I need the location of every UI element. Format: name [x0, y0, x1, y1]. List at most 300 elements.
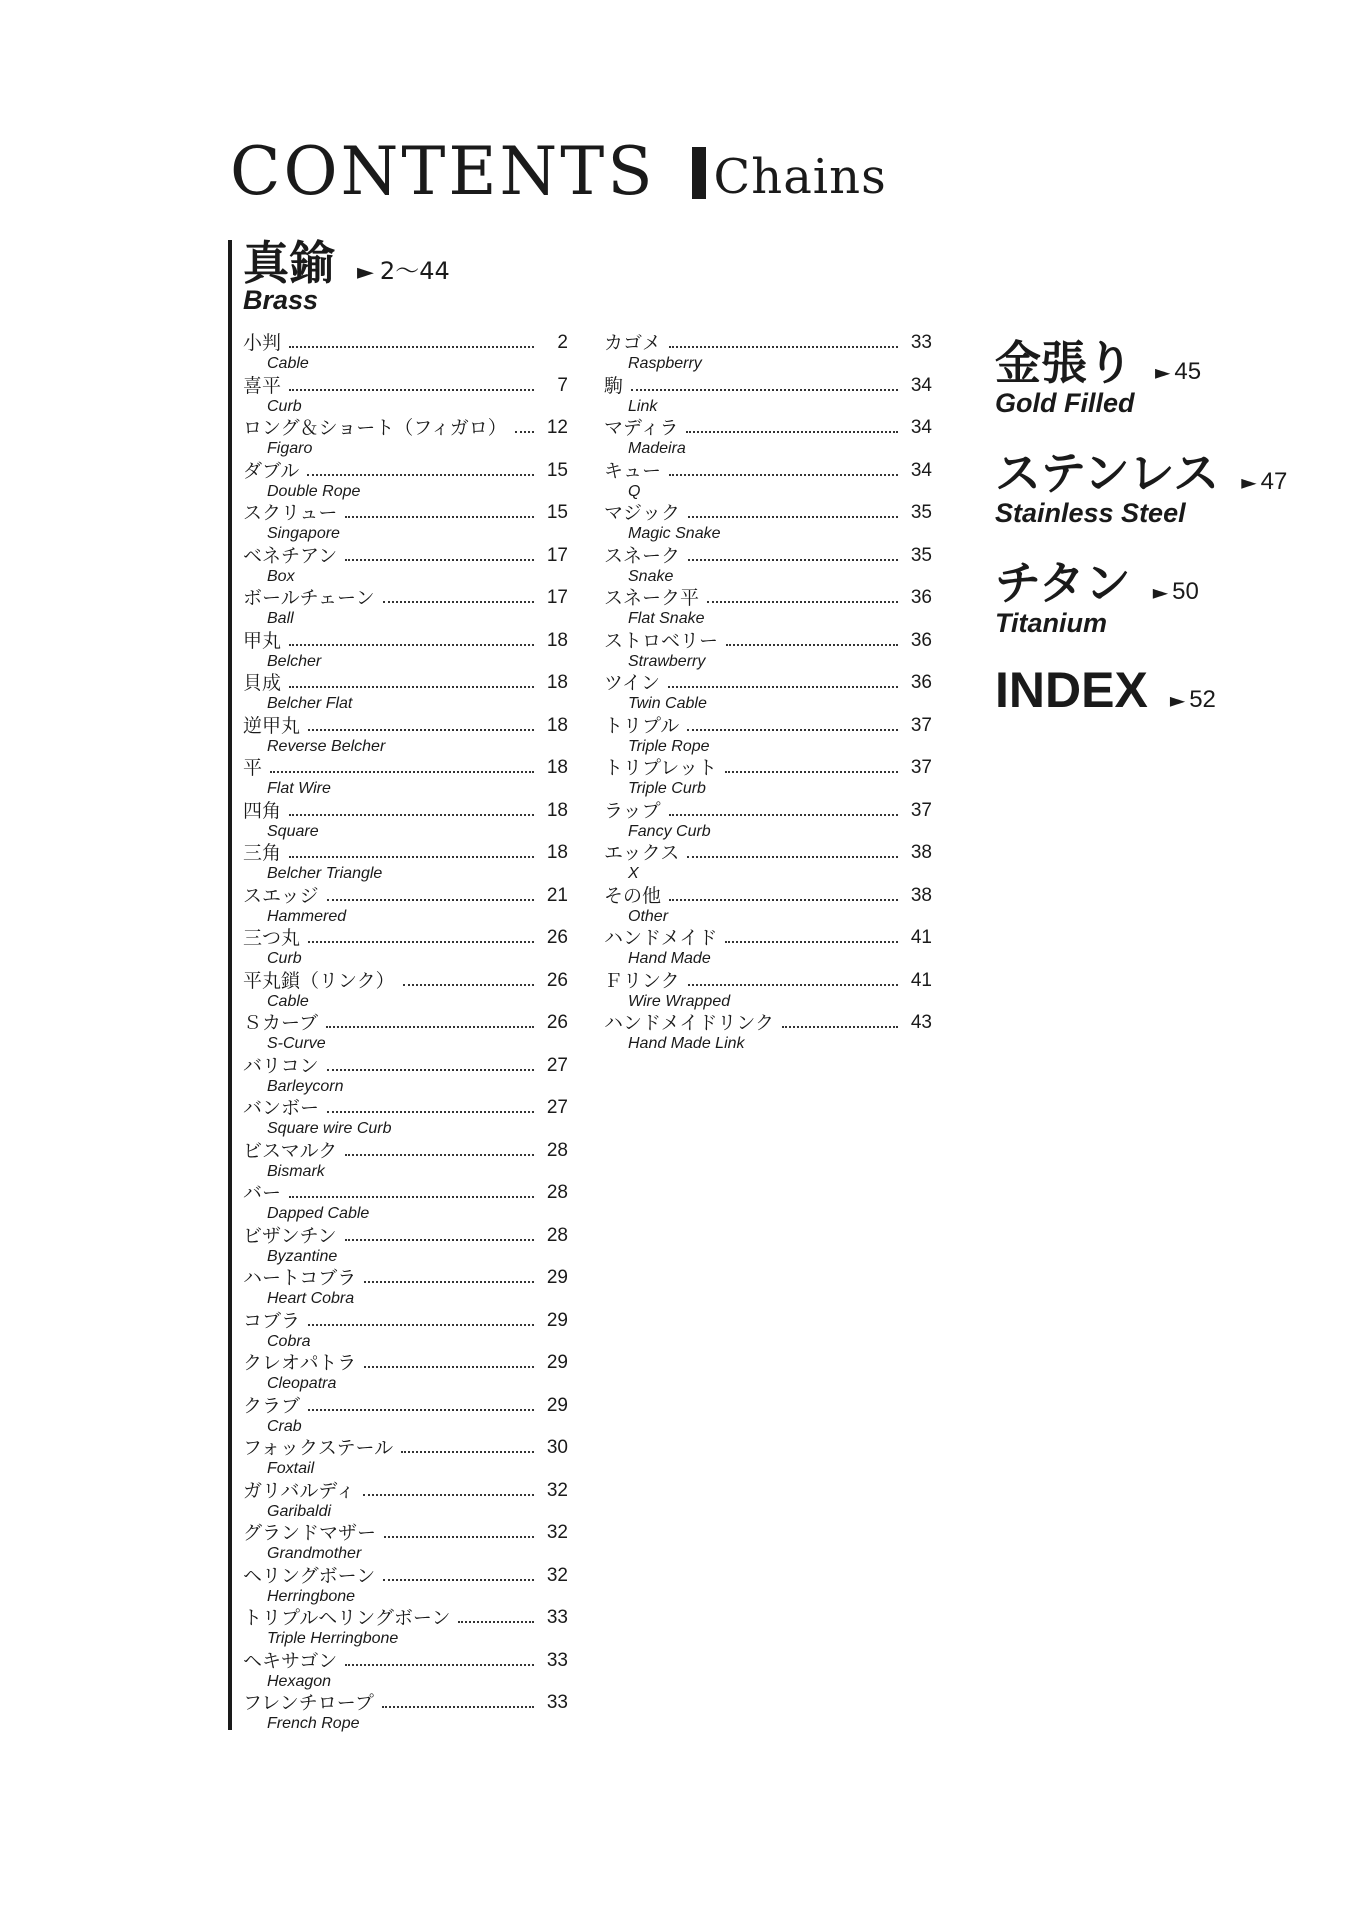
toc-entry-jp: スクリュー — [243, 502, 338, 524]
toc-entry-en: Strawberry — [628, 652, 706, 670]
toc-entry-line — [604, 799, 932, 823]
toc-entry-page: 38 — [910, 842, 932, 863]
arrow-icon: ► — [357, 260, 374, 285]
toc-entry-page: 28 — [546, 1182, 568, 1203]
dot-leader — [668, 686, 898, 688]
toc-entry-line — [243, 1011, 568, 1035]
toc-entry-en: Twin Cable — [628, 695, 707, 712]
page-title: CONTENTS — [230, 133, 656, 210]
toc-entry-jp: バー — [243, 1182, 282, 1204]
dot-leader — [688, 516, 898, 518]
toc-entry-jp: ラップ — [604, 799, 661, 822]
dot-leader — [382, 1706, 534, 1708]
toc-entry-en: Heart Cobra — [267, 1290, 355, 1307]
toc-entry[interactable] — [604, 586, 932, 629]
toc-entry-line — [243, 1436, 568, 1460]
toc-entry-page: 12 — [546, 417, 568, 438]
toc-entry[interactable] — [243, 1139, 568, 1182]
toc-entry[interactable] — [243, 1394, 568, 1437]
toc-entry-page: 18 — [546, 672, 568, 693]
toc-entry-en: Hexagon — [267, 1672, 332, 1690]
toc-entry-page: 28 — [546, 1224, 568, 1246]
toc-entry-en: S-Curve — [267, 1035, 326, 1052]
toc-entry[interactable] — [243, 1564, 568, 1607]
toc-entry[interactable] — [243, 1054, 568, 1097]
toc-entry-en: Garibaldi — [267, 1502, 332, 1520]
toc-entry[interactable] — [604, 374, 932, 417]
dot-leader — [686, 431, 898, 433]
toc-entry-line — [604, 374, 932, 398]
toc-entry[interactable] — [243, 926, 568, 969]
dot-leader — [458, 1621, 534, 1623]
toc-entry-en: Grandmother — [267, 1545, 362, 1562]
toc-entry[interactable] — [604, 884, 932, 927]
toc-entry-en: Singapore — [267, 525, 340, 542]
toc-entry-en: Figaro — [267, 440, 313, 457]
toc-entry-jp: スネーク平 — [604, 587, 700, 609]
toc-entry[interactable] — [243, 501, 568, 544]
toc-entry-line — [243, 969, 568, 993]
toc-entry-en: Belcher Flat — [267, 695, 353, 712]
brass-heading-jp: 真鍮 — [243, 236, 335, 290]
toc-entry-en: Box — [267, 567, 295, 585]
toc-entry-line — [604, 331, 932, 355]
material-page: 52 — [1189, 686, 1216, 713]
toc-entry-jp: カゴメ — [604, 332, 662, 354]
dot-leader — [327, 1069, 534, 1071]
toc-entry-page: 32 — [546, 1522, 568, 1543]
toc-entry-en: Cobra — [267, 1332, 311, 1350]
toc-entry-en: Cable — [267, 992, 309, 1010]
material-section[interactable] — [995, 336, 1202, 419]
toc-entry[interactable] — [243, 1691, 568, 1734]
material-heading-en: Stainless Steel — [995, 498, 1186, 528]
material-heading-jp: INDEX — [995, 662, 1148, 718]
toc-entry-line — [243, 416, 568, 440]
dot-leader — [515, 431, 534, 433]
toc-entry-jp: トリプルヘリングボーン — [243, 1607, 451, 1629]
toc-entry-line — [243, 756, 568, 780]
toc-entry-page: 17 — [546, 544, 568, 566]
dot-leader — [631, 389, 898, 391]
dot-leader — [289, 389, 534, 391]
dot-leader — [401, 1451, 534, 1453]
material-page: 45 — [1174, 358, 1202, 385]
dot-leader — [308, 941, 534, 943]
dot-leader — [707, 601, 898, 603]
toc-entry[interactable] — [243, 1649, 568, 1692]
toc-entry[interactable] — [243, 1436, 568, 1479]
material-section[interactable] — [995, 556, 1199, 639]
toc-entry-en: Cleopatra — [267, 1375, 337, 1392]
material-heading-jp: チタン — [995, 556, 1131, 610]
arrow-icon: ► — [1241, 470, 1257, 494]
toc-entry-page: 33 — [546, 1692, 568, 1713]
dot-leader — [384, 1536, 534, 1538]
dot-leader — [308, 729, 534, 731]
toc-entry-line — [243, 544, 568, 568]
dot-leader — [289, 644, 534, 646]
dot-leader — [345, 1664, 534, 1666]
dot-leader — [669, 346, 898, 348]
toc-entry[interactable] — [243, 841, 568, 884]
toc-entry[interactable] — [604, 841, 932, 884]
toc-entry-en: Double Rope — [267, 482, 361, 500]
toc-entry-page: 27 — [546, 1054, 568, 1076]
toc-entry-jp: バンボー — [243, 1097, 320, 1119]
material-heading-en: Titanium — [995, 608, 1108, 638]
toc-entry-page: 32 — [546, 1564, 568, 1586]
toc-entry-en: Raspberry — [628, 355, 702, 372]
toc-entry-jp: 三角 — [243, 842, 282, 864]
toc-entry-line — [604, 884, 932, 908]
dot-leader — [289, 346, 534, 348]
dot-leader — [289, 856, 534, 858]
toc-entry-line — [604, 416, 932, 440]
toc-entry-page: 32 — [546, 1479, 568, 1501]
toc-entry-line — [243, 671, 568, 695]
toc-entry[interactable] — [243, 1266, 568, 1309]
toc-entry-page: 18 — [546, 799, 568, 821]
toc-entry-line — [243, 884, 568, 908]
toc-entry-page: 15 — [546, 459, 568, 481]
material-heading-en: Gold Filled — [995, 388, 1135, 418]
toc-entry-page: 34 — [910, 417, 932, 438]
toc-entry-jp: コブラ — [243, 1309, 301, 1332]
dot-leader — [363, 1494, 534, 1496]
toc-entry[interactable] — [604, 544, 932, 587]
toc-entry[interactable] — [604, 714, 932, 757]
toc-entry-en: Ball — [267, 610, 294, 627]
dot-leader — [383, 601, 534, 603]
toc-entry-page: 35 — [910, 502, 932, 523]
toc-entry[interactable] — [243, 459, 568, 502]
toc-entry[interactable] — [243, 544, 568, 587]
toc-entry-line — [243, 1181, 568, 1205]
toc-entry-en: Triple Rope — [628, 737, 710, 755]
toc-entry[interactable] — [243, 671, 568, 714]
toc-entry-jp: トリプル — [604, 714, 680, 737]
toc-entry-line — [604, 756, 932, 780]
toc-entry[interactable] — [604, 331, 932, 374]
dot-leader — [403, 984, 534, 986]
dot-leader — [726, 644, 898, 646]
toc-entry-page: 18 — [546, 629, 568, 651]
toc-entry-line — [243, 1054, 568, 1078]
toc-entry-jp: ハートコブラ — [243, 1267, 357, 1289]
dot-leader — [669, 474, 898, 476]
brass-section-rule — [228, 240, 232, 1730]
toc-entry-line — [243, 331, 568, 355]
material-section[interactable] — [995, 446, 1288, 529]
toc-entry-en: Link — [628, 397, 658, 415]
toc-entry-en: Hand Made — [628, 950, 711, 967]
toc-entry[interactable] — [604, 926, 932, 969]
toc-entry[interactable] — [604, 416, 932, 459]
toc-entry-jp: クレオパトラ — [243, 1352, 357, 1374]
dot-leader — [327, 1111, 534, 1113]
toc-entry-en: Other — [628, 907, 669, 925]
toc-entry[interactable] — [243, 1606, 568, 1649]
toc-entry-line — [604, 629, 932, 653]
toc-entry-page: 36 — [910, 587, 932, 608]
toc-entry-page: 18 — [546, 842, 568, 863]
toc-entry-line — [243, 1096, 568, 1120]
dot-leader — [725, 771, 898, 773]
toc-entry-page: 37 — [910, 714, 932, 736]
dot-leader — [364, 1281, 534, 1283]
material-heading-jp: ステンレス — [995, 446, 1220, 500]
toc-entry[interactable] — [243, 629, 568, 672]
toc-entry-line — [604, 459, 932, 483]
toc-entry-en: Wire Wrapped — [628, 992, 731, 1010]
toc-entry-jp: スエッジ — [243, 884, 319, 907]
toc-entry-jp: スネーク — [604, 544, 681, 567]
toc-entry[interactable] — [243, 374, 568, 417]
toc-entry-line — [243, 1564, 568, 1588]
toc-entry-jp: ツイン — [604, 672, 661, 694]
dot-leader — [289, 814, 534, 816]
toc-entry-page: 33 — [546, 1607, 568, 1628]
material-page: 50 — [1172, 578, 1199, 605]
toc-entry-jp: ガリバルディ — [243, 1479, 355, 1502]
toc-entry-page: 34 — [910, 459, 932, 481]
toc-entry-page: 34 — [910, 374, 932, 396]
toc-entry-en: Curb — [267, 950, 302, 967]
toc-entry-jp: トリプレット — [604, 757, 718, 779]
toc-entry-jp: ベネチアン — [243, 544, 338, 567]
toc-entry-page: 36 — [910, 672, 932, 693]
toc-entry-jp: フレンチロープ — [243, 1692, 374, 1714]
toc-entry-line — [604, 926, 932, 950]
toc-entry-page: 27 — [546, 1097, 568, 1118]
toc-entry[interactable] — [243, 1224, 568, 1267]
dot-leader — [688, 559, 898, 561]
toc-entry-line — [604, 671, 932, 695]
toc-entry-line — [604, 1011, 932, 1035]
toc-entry-en: Triple Herringbone — [267, 1630, 399, 1647]
toc-entry-page: 2 — [557, 332, 568, 353]
dot-leader — [289, 686, 534, 688]
toc-entry-en: Square — [267, 822, 319, 840]
toc-entry[interactable] — [243, 1309, 568, 1352]
toc-entry[interactable] — [604, 501, 932, 544]
dot-leader — [725, 941, 898, 943]
material-heading-jp: 金張り — [995, 336, 1133, 390]
toc-entry-en: Snake — [628, 567, 674, 585]
toc-entry-line — [243, 1649, 568, 1673]
dot-leader — [289, 1196, 534, 1198]
toc-entry-jp: 逆甲丸 — [243, 714, 301, 737]
toc-entry-jp: 貝成 — [243, 672, 282, 694]
toc-entry-page: 35 — [910, 544, 932, 566]
toc-entry[interactable] — [243, 1096, 568, 1139]
toc-entry[interactable] — [243, 1479, 568, 1522]
toc-entry-jp: フォックステール — [243, 1437, 394, 1459]
toc-entry-page: 37 — [910, 799, 932, 821]
toc-entry-page: 18 — [546, 757, 568, 778]
dot-leader — [669, 899, 898, 901]
toc-entry-jp: 小判 — [243, 332, 282, 354]
dot-leader — [326, 1026, 534, 1028]
toc-entry-en: Cable — [267, 355, 309, 372]
toc-entry[interactable] — [243, 1181, 568, 1224]
toc-entry-en: Bismark — [267, 1162, 325, 1180]
subtitle-bar — [692, 147, 706, 199]
toc-entry-jp: 平丸鎖（リンク） — [243, 969, 395, 992]
toc-entry-line — [604, 544, 932, 568]
dot-leader — [687, 856, 898, 858]
toc-entry-page: 29 — [546, 1309, 568, 1331]
dot-leader — [270, 771, 534, 773]
brass-column-2 — [604, 331, 932, 1054]
arrow-icon: ► — [1155, 360, 1171, 384]
toc-entry-jp: マディラ — [604, 417, 679, 439]
toc-entry-line — [243, 1691, 568, 1715]
toc-entry-en: Reverse Belcher — [267, 737, 386, 755]
material-page: 47 — [1260, 468, 1288, 495]
toc-entry[interactable] — [604, 799, 932, 842]
dot-leader — [308, 1324, 534, 1326]
dot-leader — [345, 1154, 534, 1156]
toc-entry-page: 29 — [546, 1267, 568, 1288]
toc-entry-page: 21 — [546, 884, 568, 906]
toc-entry-en: Fancy Curb — [628, 822, 711, 840]
dot-leader — [688, 984, 898, 986]
toc-entry[interactable] — [243, 1011, 568, 1054]
dot-leader — [345, 1239, 534, 1241]
toc-entry-line — [243, 1266, 568, 1290]
toc-entry-en: French Rope — [267, 1715, 360, 1732]
toc-entry[interactable] — [604, 969, 932, 1012]
index-link[interactable] — [995, 662, 1216, 718]
toc-entry-en: Hand Made Link — [628, 1035, 745, 1052]
toc-entry-page: 33 — [910, 332, 932, 353]
toc-entry-page: 17 — [546, 587, 568, 608]
toc-entry-jp: 甲丸 — [243, 629, 282, 652]
toc-entry-page: 26 — [546, 969, 568, 991]
toc-entry-jp: 喜平 — [243, 374, 282, 397]
toc-entry-en: Curb — [267, 397, 302, 415]
toc-entry-jp: ハンドメイド — [604, 927, 718, 949]
arrow-icon: ► — [1169, 688, 1186, 712]
toc-entry-en: Belcher — [267, 652, 322, 670]
toc-entry[interactable] — [243, 714, 568, 757]
toc-entry-en: Dapped Cable — [267, 1205, 370, 1222]
toc-entry[interactable] — [243, 1351, 568, 1394]
toc-entry-jp: その他 — [604, 884, 662, 907]
toc-entry[interactable] — [243, 1521, 568, 1564]
toc-entry-en: Magic Snake — [628, 525, 721, 542]
toc-entry-line — [243, 459, 568, 483]
dot-leader — [669, 814, 898, 816]
toc-entry[interactable] — [243, 331, 568, 374]
toc-entry-jp: バリコン — [243, 1054, 319, 1077]
brass-heading-en: Brass — [243, 285, 319, 315]
dot-leader — [364, 1366, 534, 1368]
toc-entry-en: Barleycorn — [267, 1077, 344, 1095]
toc-entry-en: Madeira — [628, 440, 686, 457]
toc-entry[interactable] — [243, 756, 568, 799]
toc-entry[interactable] — [243, 884, 568, 927]
toc-entry-line — [243, 841, 568, 865]
toc-entry-page: 30 — [546, 1437, 568, 1458]
toc-entry-page: 29 — [546, 1394, 568, 1416]
toc-entry-page: 18 — [546, 714, 568, 736]
toc-entry-line — [604, 586, 932, 610]
toc-entry-en: Foxtail — [267, 1460, 315, 1477]
toc-entry-jp: ビスマルク — [243, 1139, 338, 1162]
toc-entry-en: Triple Curb — [628, 780, 706, 797]
toc-entry-page: 15 — [546, 502, 568, 523]
toc-entry-en: Hammered — [267, 907, 347, 925]
toc-entry[interactable] — [604, 459, 932, 502]
toc-entry-page: 37 — [910, 757, 932, 778]
toc-entry-line — [243, 501, 568, 525]
toc-entry-en: Crab — [267, 1417, 302, 1435]
toc-entry-jp: 平 — [243, 757, 263, 779]
dot-leader — [345, 559, 534, 561]
toc-entry-en: Flat Snake — [628, 610, 705, 627]
toc-entry-page: 33 — [546, 1649, 568, 1671]
toc-entry-jp: 駒 — [604, 374, 624, 397]
toc-entry-line — [243, 799, 568, 823]
toc-entry[interactable] — [243, 969, 568, 1012]
toc-entry-jp: ストロベリー — [604, 629, 719, 652]
toc-entry-page: 41 — [910, 927, 932, 948]
toc-entry[interactable] — [243, 586, 568, 629]
toc-entry-line — [243, 629, 568, 653]
dot-leader — [308, 1409, 534, 1411]
toc-entry-line — [604, 501, 932, 525]
dot-leader — [687, 729, 898, 731]
toc-entry-page: 36 — [910, 629, 932, 651]
toc-entry[interactable] — [604, 671, 932, 714]
toc-entry-line — [243, 1521, 568, 1545]
toc-entry-line — [243, 1139, 568, 1163]
toc-entry-line — [604, 841, 932, 865]
toc-entry-page: 28 — [546, 1139, 568, 1161]
dot-leader — [782, 1026, 898, 1028]
toc-entry[interactable] — [604, 756, 932, 799]
toc-entry[interactable] — [243, 416, 568, 459]
toc-entry-page: 29 — [546, 1352, 568, 1373]
toc-entry[interactable] — [604, 1011, 932, 1054]
toc-entry-line — [243, 1309, 568, 1333]
dot-leader — [345, 516, 534, 518]
toc-entry-jp: Ｓカーブ — [243, 1012, 319, 1034]
toc-entry-en: Byzantine — [267, 1247, 338, 1265]
toc-entry-line — [243, 926, 568, 950]
toc-entry-jp: キュー — [604, 459, 662, 482]
toc-entry[interactable] — [243, 799, 568, 842]
toc-entry-jp: 三つ丸 — [243, 927, 301, 949]
toc-entry-page: 7 — [557, 374, 568, 396]
toc-entry-line — [243, 1351, 568, 1375]
toc-entry-en: Square wire Curb — [267, 1120, 392, 1137]
toc-entry-jp: ロング＆ショート（フィガロ） — [243, 417, 507, 439]
brass-column-1 — [243, 331, 568, 1734]
toc-entry-jp: マジック — [604, 502, 681, 524]
toc-entry[interactable] — [604, 629, 932, 672]
toc-entry-line — [243, 714, 568, 738]
contents-header — [230, 133, 887, 210]
toc-entry-jp: Ｆリンク — [604, 969, 680, 992]
toc-entry-line — [243, 586, 568, 610]
brass-page-range: 2～44 — [379, 257, 450, 285]
toc-entry-jp: ビザンチン — [243, 1224, 337, 1247]
toc-entry-en: Herringbone — [267, 1587, 356, 1605]
